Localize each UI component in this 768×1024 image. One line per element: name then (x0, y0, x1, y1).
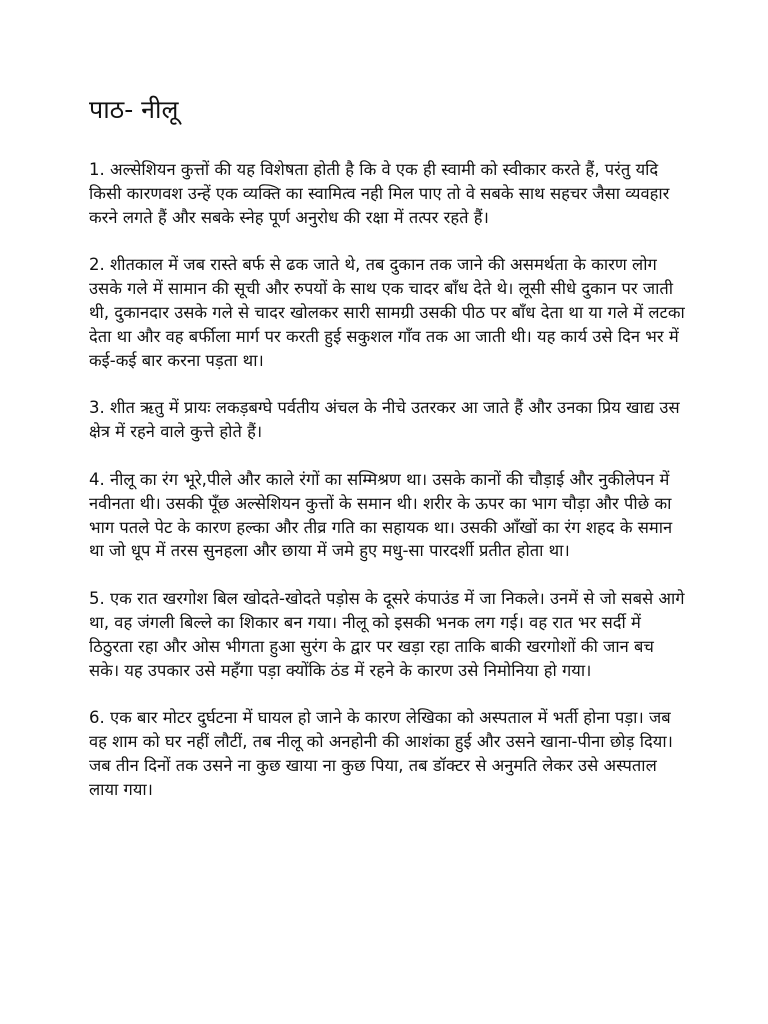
paragraph-3: 3. शीत ऋतु में प्रायः लकड़बग्घे पर्वतीय अंचल के नीचे उतरकर आ जाते हैं और उनका प्रिय खाद्य उस क्षेत्र में रहने वाले कुत्ते होते हैं। (89, 398, 680, 442)
paragraph-2: 2. शीतकाल में जब रास्ते बर्फ से ढक जाते थे, तब दुकान तक जाने की असमर्थता के कारण लोग उसके गले में सामान की सूची और रुपयों के साथ एक चादर बाँध देते थे। लूसी सीधे दुकान पर जाती थी, दुकानदार उसके गले से चादर खोलकर सारी सामग्री उसकी पीठ पर बाँध देता था या गले में लटका देता था और वह बर्फीला मार्ग पर करती हुई सकुशल गाँव तक आ जाती थी। यह कार्य उसे दिन भर में कई-कई बार करना पड़ता था। (89, 255, 685, 370)
lesson-title: पाठ- नीलू (89, 95, 179, 124)
paragraph-1: 1. अल्सेशियन कुत्तों की यह विशेषता होती है कि वे एक ही स्वामी को स्वीकार करते हैं, परंतु यदि किसी कारणवश उन्हें एक व्यक्ति का स्वामित्व नही मिल पाए तो वे सबके साथ सहचर जैसा व्यवहार करने लगते हैं और सबके स्नेह पूर्ण अनुरोध की रक्षा में तत्पर रहते हैं। (89, 160, 670, 227)
paragraph-6: 6. एक बार मोटर दुर्घटना में घायल हो जाने के कारण लेखिका को अस्पताल में भर्ती होना पड़ा। जब वह शाम को घर नहीं लौटीं, तब नीलू को अनहोनी की आशंका हुई और उसने खाना-पीना छोड़ दिया। जब तीन दिनों तक उसने ना कुछ खाया ना कुछ पिया, तब डॉक्टर से अनुमति लेकर उसे अस्पताल लाया गया। (89, 708, 673, 799)
paragraph-5: 5. एक रात खरगोश बिल खोदते-खोदते पड़ोस के दूसरे कंपाउंड में जा निकले। उनमें से जो सबसे आगे था, वह जंगली बिल्ले का शिकार बन गया। नीलू को इसकी भनक लग गई। वह रात भर सर्दी में ठिठुरता रहा और ओस भीगता हुआ सुरंग के द्वार पर खड़ा रहा ताकि बाकी खरगोशों की जान बच सके। यह उपकार उसे महँगा पड़ा क्योंकि ठंड में रहने के कारण उसे निमोनिया हो गया। (89, 589, 685, 680)
paragraph-4: 4. नीलू का रंग भूरे,पीले और काले रंगों का सम्मिश्रण था। उसके कानों की चौड़ाई और नुकीलेपन में नवीनता थी। उसकी पूँछ अल्सेशियन कुत्तों के समान थी। शरीर के ऊपर का भाग चौड़ा और पीछे का भाग पतले पेट के कारण हल्का और तीव्र गति का सहायक था। उसकी आँखों का रंग शहद के समान था जो धूप में तरस सुनहला और छाया में जमे हुए मधु-सा पारदर्शी प्रतीत होता था। (89, 469, 673, 561)
